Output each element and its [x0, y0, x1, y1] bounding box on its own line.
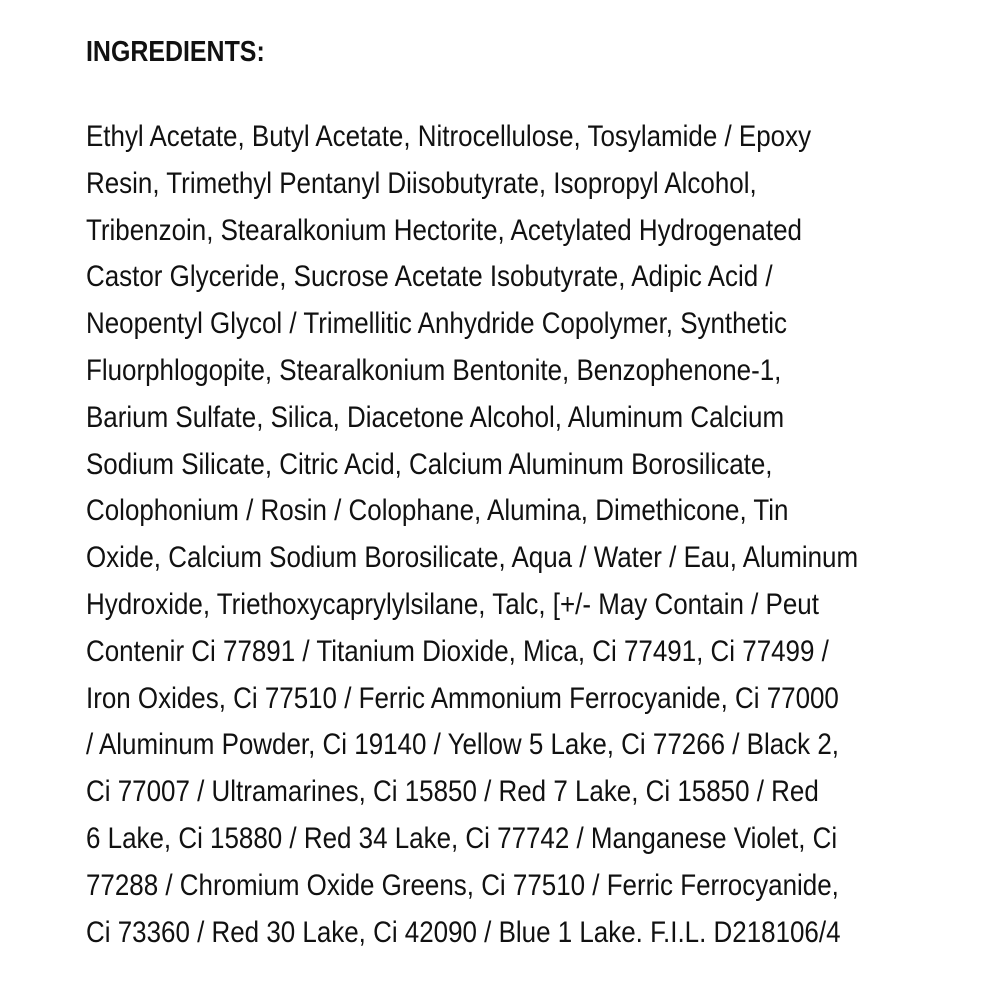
- ingredients-line: Fluorphlogopite, Stearalkonium Bentonite, Benzophenone-1,: [86, 353, 782, 387]
- ingredients-line: Castor Glyceride, Sucrose Acetate Isobutyrate, Adipic Acid /: [86, 260, 773, 294]
- ingredients-line: Ci 77007 / Ultramarines, Ci 15850 / Red 7 Lake, Ci 15850 / Red: [86, 775, 819, 809]
- ingredients-line: / Aluminum Powder, Ci 19140 / Yellow 5 Lake, Ci 77266 / Black 2,: [86, 728, 839, 762]
- ingredients-line: Tribenzoin, Stearalkonium Hectorite, Acetylated Hydrogenated: [86, 213, 802, 247]
- ingredients-line: Ci 73360 / Red 30 Lake, Ci 42090 / Blue 1 Lake. F.I.L. D218106/4: [86, 915, 841, 949]
- ingredients-line: Sodium Silicate, Citric Acid, Calcium Aluminum Borosilicate,: [86, 447, 773, 481]
- ingredients-line: Hydroxide, Triethoxycaprylylsilane, Talc, [+/- May Contain / Peut: [86, 587, 819, 621]
- ingredients-line: Contenir Ci 77891 / Titanium Dioxide, Mica, Ci 77491, Ci 77499 /: [86, 634, 829, 668]
- ingredients-line: Colophonium / Rosin / Colophane, Alumina, Dimethicone, Tin: [86, 494, 789, 528]
- ingredients-line: 77288 / Chromium Oxide Greens, Ci 77510 / Ferric Ferrocyanide,: [86, 868, 839, 902]
- ingredients-line: Barium Sulfate, Silica, Diacetone Alcohol, Aluminum Calcium: [86, 400, 785, 434]
- ingredients-line: Resin, Trimethyl Pentanyl Diisobutyrate, Isopropyl Alcohol,: [86, 166, 757, 200]
- ingredients-list: [86, 114, 966, 956]
- ingredients-line: Oxide, Calcium Sodium Borosilicate, Aqua / Water / Eau, Aluminum: [86, 541, 859, 575]
- ingredients-heading: INGREDIENTS:: [86, 36, 265, 68]
- ingredients-line: 6 Lake, Ci 15880 / Red 34 Lake, Ci 77742 / Manganese Violet, Ci: [86, 821, 838, 855]
- ingredients-line: Iron Oxides, Ci 77510 / Ferric Ammonium Ferrocyanide, Ci 77000: [86, 681, 839, 715]
- ingredients-line: Neopentyl Glycol / Trimellitic Anhydride Copolymer, Synthetic: [86, 307, 787, 341]
- ingredients-label: [86, 30, 966, 949]
- ingredients-line: Ethyl Acetate, Butyl Acetate, Nitrocellulose, Tosylamide / Epoxy: [86, 120, 812, 153]
